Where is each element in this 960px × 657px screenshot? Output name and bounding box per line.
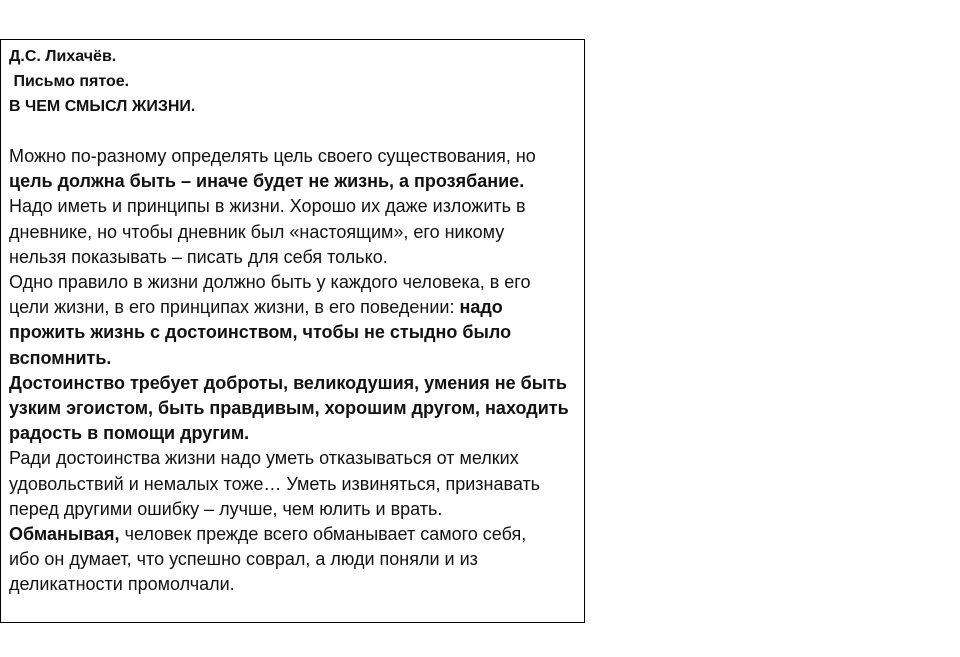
letter-title: В ЧЕМ СМЫСЛ ЖИЗНИ. — [9, 98, 196, 115]
text-segment-bold: надо — [459, 297, 503, 318]
letter-body — [9, 144, 584, 598]
spacer — [9, 119, 584, 144]
text-line: ибо он думает, что успешно соврал, а люди поняли и из — [9, 549, 478, 570]
text-line-mixed — [9, 295, 584, 320]
text-line-bold: узким эгоистом, быть правдивым, хорошим другом, находить — [9, 398, 569, 419]
author-line: Д.С. Лихачёв. — [9, 48, 117, 65]
text-segment: человек прежде всего обманывает самого себя, — [119, 524, 527, 545]
text-segment-bold: Обманывая, — [9, 524, 120, 545]
text-line: Надо иметь и принципы в жизни. Хорошо их даже изложить в — [9, 196, 526, 217]
text-line-bold: цель должна быть – иначе будет не жизнь, а прозябание. — [9, 171, 525, 192]
text-segment: цели жизни, в его принципах жизни, в его поведении: — [9, 297, 460, 318]
text-line: Можно по-разному определять цель своего существования, но — [9, 146, 536, 166]
text-line-bold: Достоинство требует доброты, великодушия, умения не быть — [9, 372, 567, 393]
text-line-bold: радость в помощи другим. — [9, 423, 250, 444]
text-line: нельзя показывать – писать для себя только. — [9, 246, 388, 267]
text-line-bold: вспомнить. — [9, 347, 112, 368]
text-line: перед другими ошибку – лучше, чем юлить и врать. — [9, 498, 443, 519]
text-line: дневнике, но чтобы дневник был «настоящим», его никому — [9, 221, 505, 242]
text-line-mixed — [9, 522, 584, 547]
letter-text — [9, 44, 584, 598]
text-line: удовольствий и немалых тоже… Уметь извиняться, признавать — [9, 473, 541, 494]
text-line: Ради достоинства жизни надо уметь отказываться от мелких — [9, 448, 519, 469]
text-line-bold: прожить жизнь с достоинством, чтобы не стыдно было — [9, 322, 512, 343]
text-line: деликатности промолчали. — [9, 574, 235, 595]
letter-number: Письмо пятое. — [9, 73, 130, 90]
text-line: Одно правило в жизни должно быть у каждого человека, в его — [9, 272, 531, 293]
